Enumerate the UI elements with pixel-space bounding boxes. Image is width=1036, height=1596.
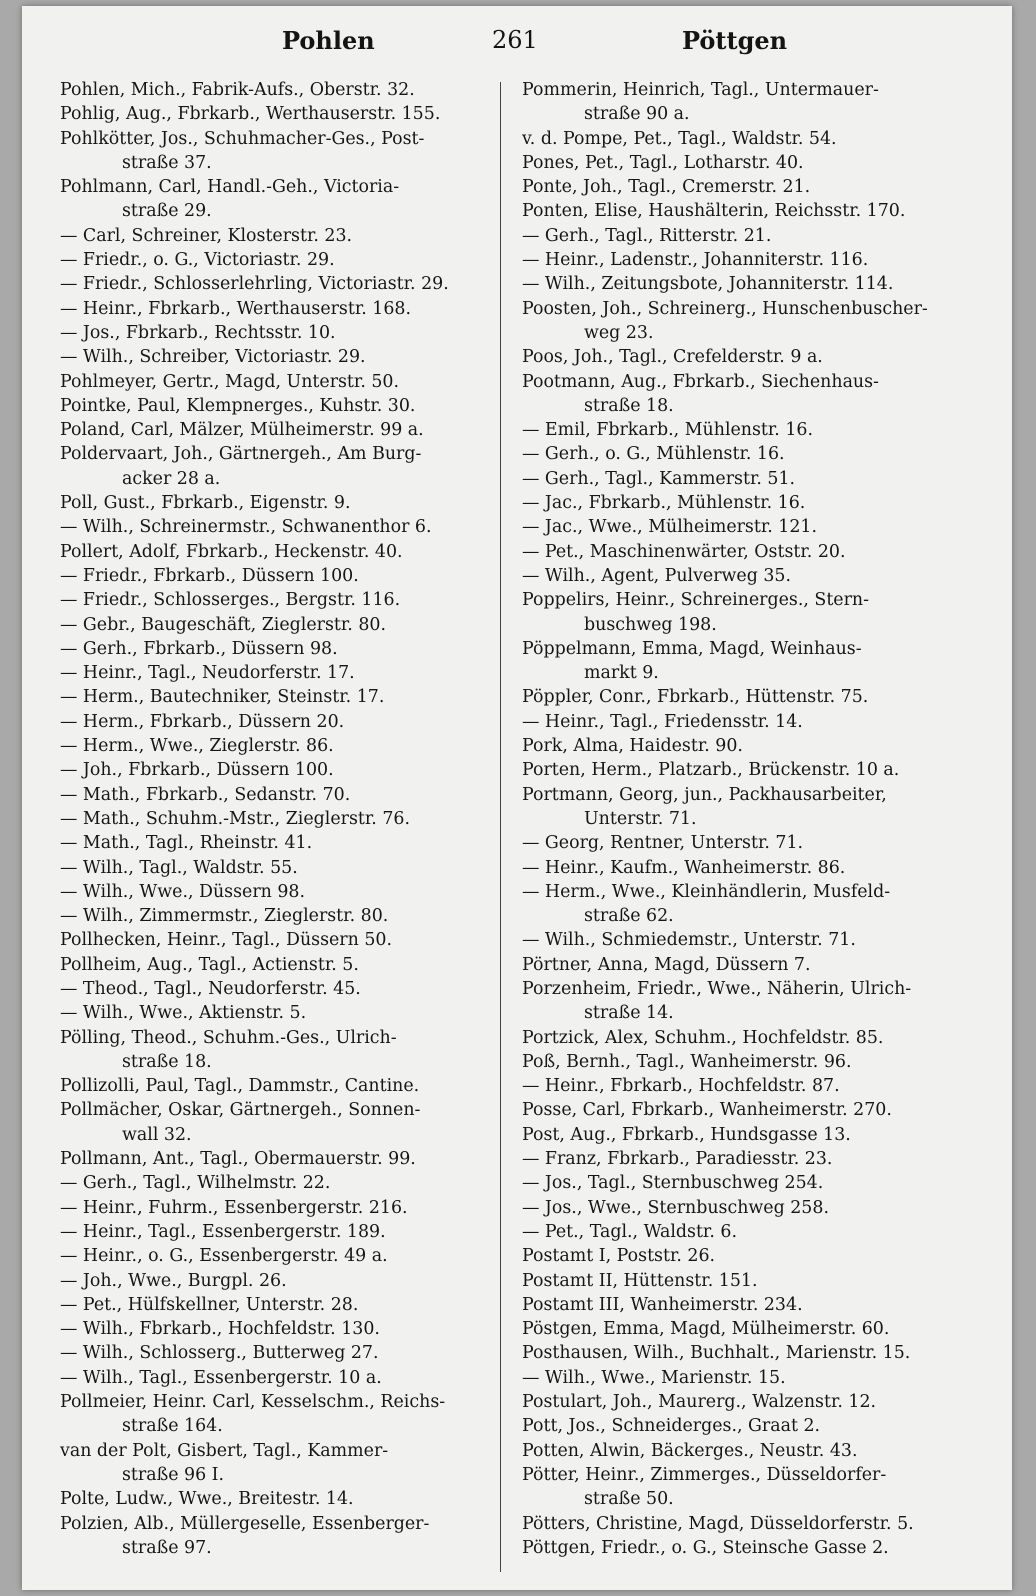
entry-line: — Math., Tagl., Rheinstr. 41. — [60, 833, 313, 854]
entry-line: — Wilh., Tagl., Essenbergerstr. 10 a. — [60, 1367, 382, 1388]
header-right-catchword: Pöttgen — [682, 26, 788, 55]
directory-entry — [60, 491, 500, 515]
directory-entry — [60, 953, 500, 977]
page-number: 261 — [492, 26, 538, 54]
entry-line: Pohlen, Mich., Fabrik-Aufs., Oberstr. 32. — [60, 80, 415, 100]
directory-entry — [60, 127, 500, 176]
entry-line: Portzick, Alex, Schuhm., Hochfeldstr. 85. — [522, 1027, 884, 1048]
directory-entry — [522, 224, 962, 248]
directory-entry — [522, 248, 962, 272]
directory-entry — [60, 1366, 500, 1390]
directory-entry — [60, 540, 500, 564]
entry-line: — Jos., Tagl., Sternbuschweg 254. — [522, 1173, 824, 1194]
directory-entry — [60, 175, 500, 224]
directory-entry — [60, 272, 500, 296]
directory-entry — [60, 588, 500, 612]
entry-continuation-line: straße 18. — [584, 395, 674, 416]
directory-entry — [522, 467, 962, 491]
directory-entry — [522, 1244, 962, 1268]
entry-continuation-line: straße 96 I. — [122, 1464, 225, 1485]
entry-line: — Jos., Fbrkarb., Rechtsstr. 10. — [60, 322, 336, 343]
entry-line: — Joh., Wwe., Burgpl. 26. — [60, 1270, 287, 1291]
directory-entry — [60, 564, 500, 588]
entry-continuation-line: straße 14. — [584, 1003, 674, 1024]
entry-continuation-line: markt 9. — [584, 663, 659, 684]
entry-continuation-line: straße 164. — [122, 1416, 223, 1437]
header-left-catchword: Pohlen — [282, 26, 375, 55]
entry-continuation-line: straße 62. — [584, 906, 674, 927]
directory-entry — [60, 1098, 500, 1147]
directory-entry — [522, 1512, 962, 1536]
entry-line: — Heinr., Tagl., Friedensstr. 14. — [522, 711, 803, 732]
directory-entry — [522, 515, 962, 539]
entry-line: Pollmächer, Oskar, Gärtnergeh., Sonnen- — [60, 1100, 421, 1121]
directory-entry — [60, 1147, 500, 1171]
entry-line: — Jac., Fbrkarb., Mühlenstr. 16. — [522, 493, 806, 514]
entry-line: Pones, Pet., Tagl., Lotharstr. 40. — [522, 152, 804, 173]
directory-entry — [60, 370, 500, 394]
entry-line: Pollhecken, Heinr., Tagl., Düssern 50. — [60, 930, 392, 951]
entry-line: Pölling, Theod., Schuhm.-Ges., Ulrich- — [60, 1027, 397, 1048]
entry-line: Poß, Bernh., Tagl., Wanheimerstr. 96. — [522, 1051, 852, 1072]
directory-entry — [522, 758, 962, 782]
directory-entry — [60, 102, 500, 126]
entry-line: Pork, Alma, Haidestr. 90. — [522, 736, 743, 757]
entry-line: Pollert, Adolf, Fbrkarb., Heckenstr. 40. — [60, 541, 403, 562]
entry-continuation-line: straße 97. — [122, 1537, 212, 1558]
directory-entry — [60, 685, 500, 709]
entry-line: — Gerh., Tagl., Kammerstr. 51. — [522, 468, 796, 489]
entry-continuation-line: straße 37. — [122, 152, 212, 173]
directory-entry — [522, 734, 962, 758]
entry-line: Pörtner, Anna, Magd, Düssern 7. — [522, 954, 811, 975]
entry-line: Poppelirs, Heinr., Schreinerges., Stern- — [522, 590, 869, 611]
entry-line: Posthausen, Wilh., Buchhalt., Marienstr. 15. — [522, 1343, 911, 1364]
directory-entry — [60, 442, 500, 491]
directory-entry — [60, 394, 500, 418]
directory-entry — [522, 1317, 962, 1341]
directory-entry — [522, 1098, 962, 1122]
entry-line: — Wilh., Schreiber, Victoriastr. 29. — [60, 347, 366, 368]
directory-entry — [60, 1293, 500, 1317]
directory-entry — [522, 783, 962, 832]
directory-entry — [522, 1293, 962, 1317]
entry-line: Pohlmann, Carl, Handl.-Geh., Victoria- — [60, 177, 400, 198]
directory-entry — [60, 613, 500, 637]
directory-entry — [60, 807, 500, 831]
entry-line: — Wilh., Wwe., Marienstr. 15. — [522, 1367, 786, 1388]
entry-line: — Pet., Hülfskellner, Unterstr. 28. — [60, 1294, 359, 1315]
directory-entry — [60, 977, 500, 1001]
directory-entry — [522, 880, 962, 929]
directory-entry — [60, 1074, 500, 1098]
entry-line: Poland, Carl, Mälzer, Mülheimerstr. 99 a. — [60, 420, 424, 441]
entry-line: — Wilh., Agent, Pulverweg 35. — [522, 565, 792, 586]
entry-line: Polzien, Alb., Müllergeselle, Essenberger- — [60, 1513, 430, 1534]
entry-line: Poos, Joh., Tagl., Crefelderstr. 9 a. — [522, 347, 823, 368]
directory-page — [22, 6, 1012, 1590]
directory-entry — [522, 1390, 962, 1414]
directory-entry — [522, 977, 962, 1026]
entry-line: Pöstgen, Emma, Magd, Mülheimerstr. 60. — [522, 1319, 890, 1340]
entry-line: — Friedr., Schlosserges., Bergstr. 116. — [60, 590, 401, 611]
directory-entry — [522, 1171, 962, 1195]
directory-entry — [60, 734, 500, 758]
entry-line: Portmann, Georg, jun., Packhausarbeiter, — [522, 784, 887, 805]
directory-entry — [522, 1269, 962, 1293]
directory-entry — [60, 1439, 500, 1488]
entry-line: — Gerh., Tagl., Wilhelmstr. 22. — [60, 1173, 331, 1194]
entry-line: Postamt II, Hüttenstr. 151. — [522, 1270, 758, 1291]
entry-line: Postulart, Joh., Maurerg., Walzenstr. 12. — [522, 1392, 877, 1413]
entry-line: — Gerh., o. G., Mühlenstr. 16. — [522, 444, 785, 465]
directory-entry — [522, 78, 962, 127]
directory-entry — [60, 856, 500, 880]
directory-entry — [522, 637, 962, 686]
entry-continuation-line: straße 29. — [122, 201, 212, 222]
entry-line: Postamt III, Wanheimerstr. 234. — [522, 1294, 803, 1315]
directory-entry — [522, 1074, 962, 1098]
entry-line: — Pet., Maschinenwärter, Oststr. 20. — [522, 541, 846, 562]
directory-entry — [522, 1414, 962, 1438]
entry-line: — Wilh., Schlosserg., Butterweg 27. — [60, 1343, 379, 1364]
entry-line: — Wilh., Schreinermstr., Schwanenthor 6. — [60, 517, 432, 538]
entry-line: — Heinr., Tagl., Essenbergerstr. 189. — [60, 1221, 386, 1242]
entry-line: Pollheim, Aug., Tagl., Actienstr. 5. — [60, 954, 359, 975]
directory-entry — [522, 151, 962, 175]
directory-entry — [60, 1244, 500, 1268]
directory-entry — [60, 1512, 500, 1561]
directory-entry — [522, 1026, 962, 1050]
directory-entry — [522, 540, 962, 564]
entry-line: Pollmeier, Heinr. Carl, Kesselschm., Reichs- — [60, 1392, 446, 1413]
left-column — [60, 78, 500, 1560]
directory-entry — [60, 1171, 500, 1195]
entry-line: Pointke, Paul, Klempnerges., Kuhstr. 30. — [60, 395, 416, 416]
directory-entry — [522, 710, 962, 734]
entry-line: — Math., Schuhm.-Mstr., Zieglerstr. 76. — [60, 808, 410, 829]
directory-entry — [60, 1317, 500, 1341]
directory-entry — [522, 442, 962, 466]
entry-line: Pohlig, Aug., Fbrkarb., Werthauserstr. 155. — [60, 104, 441, 125]
entry-line: Pöppler, Conr., Fbrkarb., Hüttenstr. 75. — [522, 687, 869, 708]
directory-entry — [60, 224, 500, 248]
directory-entry — [522, 856, 962, 880]
entry-line: — Wilh., Zeitungsbote, Johanniterstr. 114. — [522, 274, 894, 295]
entry-line: — Heinr., Ladenstr., Johanniterstr. 116. — [522, 250, 869, 271]
entry-line: — Joh., Fbrkarb., Düssern 100. — [60, 760, 334, 781]
entry-line: — Gerh., Tagl., Ritterstr. 21. — [522, 225, 772, 246]
directory-entry — [60, 904, 500, 928]
directory-entry — [522, 1366, 962, 1390]
entry-line: — Wilh., Tagl., Waldstr. 55. — [60, 857, 298, 878]
entry-line: Pöppelmann, Emma, Magd, Weinhaus- — [522, 638, 862, 659]
entry-continuation-line: straße 18. — [122, 1051, 212, 1072]
entry-line: — Jos., Wwe., Sternbuschweg 258. — [522, 1197, 829, 1218]
directory-entry — [522, 491, 962, 515]
directory-entry — [60, 1026, 500, 1075]
directory-entry — [522, 1341, 962, 1365]
entry-line: Pohlkötter, Jos., Schuhmacher-Ges., Post- — [60, 128, 425, 149]
entry-line: — Theod., Tagl., Neudorferstr. 45. — [60, 978, 361, 999]
entry-line: — Heinr., Tagl., Neudorferstr. 17. — [60, 663, 355, 684]
entry-line: — Herm., Bautechniker, Steinstr. 17. — [60, 687, 385, 708]
directory-entry — [60, 1487, 500, 1511]
entry-line: Porzenheim, Friedr., Wwe., Näherin, Ulrich- — [522, 978, 912, 999]
directory-entry — [60, 1341, 500, 1365]
entry-continuation-line: buschweg 198. — [584, 614, 717, 635]
directory-entry — [60, 831, 500, 855]
directory-entry — [522, 345, 962, 369]
entry-line: — Herm., Wwe., Kleinhändlerin, Musfeld- — [522, 881, 891, 902]
page-header — [22, 26, 1012, 62]
directory-entry — [60, 928, 500, 952]
entry-line: Poll, Gust., Fbrkarb., Eigenstr. 9. — [60, 493, 351, 514]
entry-line: Polte, Ludw., Wwe., Breitestr. 14. — [60, 1489, 354, 1510]
entry-line: — Wilh., Wwe., Aktienstr. 5. — [60, 1003, 307, 1024]
entry-line: — Heinr., Kaufm., Wanheimerstr. 86. — [522, 857, 846, 878]
directory-entry — [60, 418, 500, 442]
directory-entry — [522, 685, 962, 709]
directory-entry — [522, 1147, 962, 1171]
entry-line: Pollmann, Ant., Tagl., Obermauerstr. 99. — [60, 1149, 416, 1170]
directory-entry — [522, 564, 962, 588]
directory-entry — [522, 1220, 962, 1244]
directory-entry — [60, 345, 500, 369]
right-column — [522, 78, 962, 1560]
directory-entry — [60, 1269, 500, 1293]
entry-line: — Wilh., Zimmermstr., Zieglerstr. 80. — [60, 906, 389, 927]
directory-entry — [60, 661, 500, 685]
directory-entry — [60, 515, 500, 539]
directory-entry — [60, 637, 500, 661]
directory-entry — [60, 297, 500, 321]
directory-entry — [60, 78, 500, 102]
entry-line: Pootmann, Aug., Fbrkarb., Siechenhaus- — [522, 371, 879, 392]
entry-line: Poldervaart, Joh., Gärtnergeh., Am Burg- — [60, 444, 422, 465]
entry-continuation-line: straße 50. — [584, 1489, 674, 1510]
directory-entry — [60, 1390, 500, 1439]
directory-entry — [60, 248, 500, 272]
entry-continuation-line: acker 28 a. — [122, 468, 221, 489]
directory-entry — [522, 928, 962, 952]
entry-line: — Gerh., Fbrkarb., Düssern 98. — [60, 638, 338, 659]
entry-continuation-line: weg 23. — [584, 322, 654, 343]
entry-line: — Jac., Wwe., Mülheimerstr. 121. — [522, 517, 818, 538]
directory-entry — [60, 1001, 500, 1025]
directory-entry — [60, 710, 500, 734]
directory-entry — [522, 831, 962, 855]
entry-line: v. d. Pompe, Pet., Tagl., Waldstr. 54. — [522, 128, 837, 149]
entry-line: Postamt I, Poststr. 26. — [522, 1246, 716, 1267]
entry-line: van der Polt, Gisbert, Tagl., Kammer- — [60, 1440, 389, 1461]
directory-entry — [522, 127, 962, 151]
entry-line: — Wilh., Schmiedemstr., Unterstr. 71. — [522, 930, 856, 951]
entry-line: — Pet., Tagl., Waldstr. 6. — [522, 1221, 737, 1242]
entry-line: — Georg, Rentner, Unterstr. 71. — [522, 833, 804, 854]
directory-entry — [522, 272, 962, 296]
entry-line: Pommerin, Heinrich, Tagl., Untermauer- — [522, 80, 879, 100]
directory-entry — [60, 783, 500, 807]
entry-line: Post, Aug., Fbrkarb., Hundsgasse 13. — [522, 1124, 851, 1145]
entry-line: — Heinr., o. G., Essenbergerstr. 49 a. — [60, 1246, 388, 1267]
entry-line: — Carl, Schreiner, Klosterstr. 23. — [60, 225, 353, 246]
entry-line: Pötters, Christine, Magd, Düsseldorferstr. 5. — [522, 1513, 914, 1534]
entry-line: — Herm., Wwe., Zieglerstr. 86. — [60, 736, 334, 757]
entry-line: — Friedr., Schlosserlehrling, Victoriastr. 29. — [60, 274, 449, 295]
entry-line: Porten, Herm., Platzarb., Brückenstr. 10 a. — [522, 760, 900, 781]
directory-entry — [522, 297, 962, 346]
entry-line: — Heinr., Fbrkarb., Hochfeldstr. 87. — [522, 1076, 840, 1097]
entry-line: — Friedr., Fbrkarb., Düssern 100. — [60, 565, 359, 586]
column-divider — [500, 82, 501, 1572]
directory-entry — [60, 880, 500, 904]
entry-line: Pöttgen, Friedr., o. G., Steinsche Gasse 2. — [522, 1537, 889, 1558]
directory-entry — [522, 1123, 962, 1147]
entry-continuation-line: wall 32. — [122, 1124, 192, 1145]
entry-line: — Heinr., Fbrkarb., Werthauserstr. 168. — [60, 298, 412, 319]
entry-line: Potten, Alwin, Bäckerges., Neustr. 43. — [522, 1440, 858, 1461]
entry-line: — Heinr., Fuhrm., Essenbergerstr. 216. — [60, 1197, 408, 1218]
directory-entry — [522, 1050, 962, 1074]
directory-entry — [522, 588, 962, 637]
entry-line: Pohlmeyer, Gertr., Magd, Unterstr. 50. — [60, 371, 400, 392]
entry-line: Ponten, Elise, Haushälterin, Reichsstr. 170. — [522, 201, 906, 222]
directory-entry — [522, 199, 962, 223]
entry-line: Poosten, Joh., Schreinerg., Hunschenbuscher- — [522, 298, 928, 319]
entry-continuation-line: straße 90 a. — [584, 104, 690, 125]
entry-line: — Franz, Fbrkarb., Paradiesstr. 23. — [522, 1149, 833, 1170]
entry-line: — Gebr., Baugeschäft, Zieglerstr. 80. — [60, 614, 386, 635]
entry-line: — Wilh., Wwe., Düssern 98. — [60, 881, 306, 902]
directory-entry — [522, 1196, 962, 1220]
directory-entry — [522, 1463, 962, 1512]
entry-line: Pollizolli, Paul, Tagl., Dammstr., Cantine. — [60, 1076, 420, 1097]
entry-line: Posse, Carl, Fbrkarb., Wanheimerstr. 270. — [522, 1100, 892, 1121]
directory-entry — [522, 953, 962, 977]
entry-line: — Wilh., Fbrkarb., Hochfeldstr. 130. — [60, 1319, 380, 1340]
directory-entry — [522, 1536, 962, 1560]
directory-entry — [60, 1196, 500, 1220]
directory-entry — [522, 1439, 962, 1463]
directory-entry — [522, 175, 962, 199]
entry-line: — Herm., Fbrkarb., Düssern 20. — [60, 711, 345, 732]
entry-line: — Emil, Fbrkarb., Mühlenstr. 16. — [522, 420, 814, 441]
entry-continuation-line: Unterstr. 71. — [584, 808, 697, 829]
directory-entry — [522, 418, 962, 442]
directory-entry — [60, 321, 500, 345]
entry-line: Pötter, Heinr., Zimmerges., Düsseldorfer- — [522, 1464, 887, 1485]
entry-line: Ponte, Joh., Tagl., Cremerstr. 21. — [522, 177, 811, 198]
directory-entry — [522, 370, 962, 419]
directory-entry — [60, 1220, 500, 1244]
directory-entry — [60, 758, 500, 782]
entry-line: Pott, Jos., Schneiderges., Graat 2. — [522, 1416, 821, 1437]
entry-line: — Friedr., o. G., Victoriastr. 29. — [60, 250, 335, 271]
entry-line: — Math., Fbrkarb., Sedanstr. 70. — [60, 784, 351, 805]
